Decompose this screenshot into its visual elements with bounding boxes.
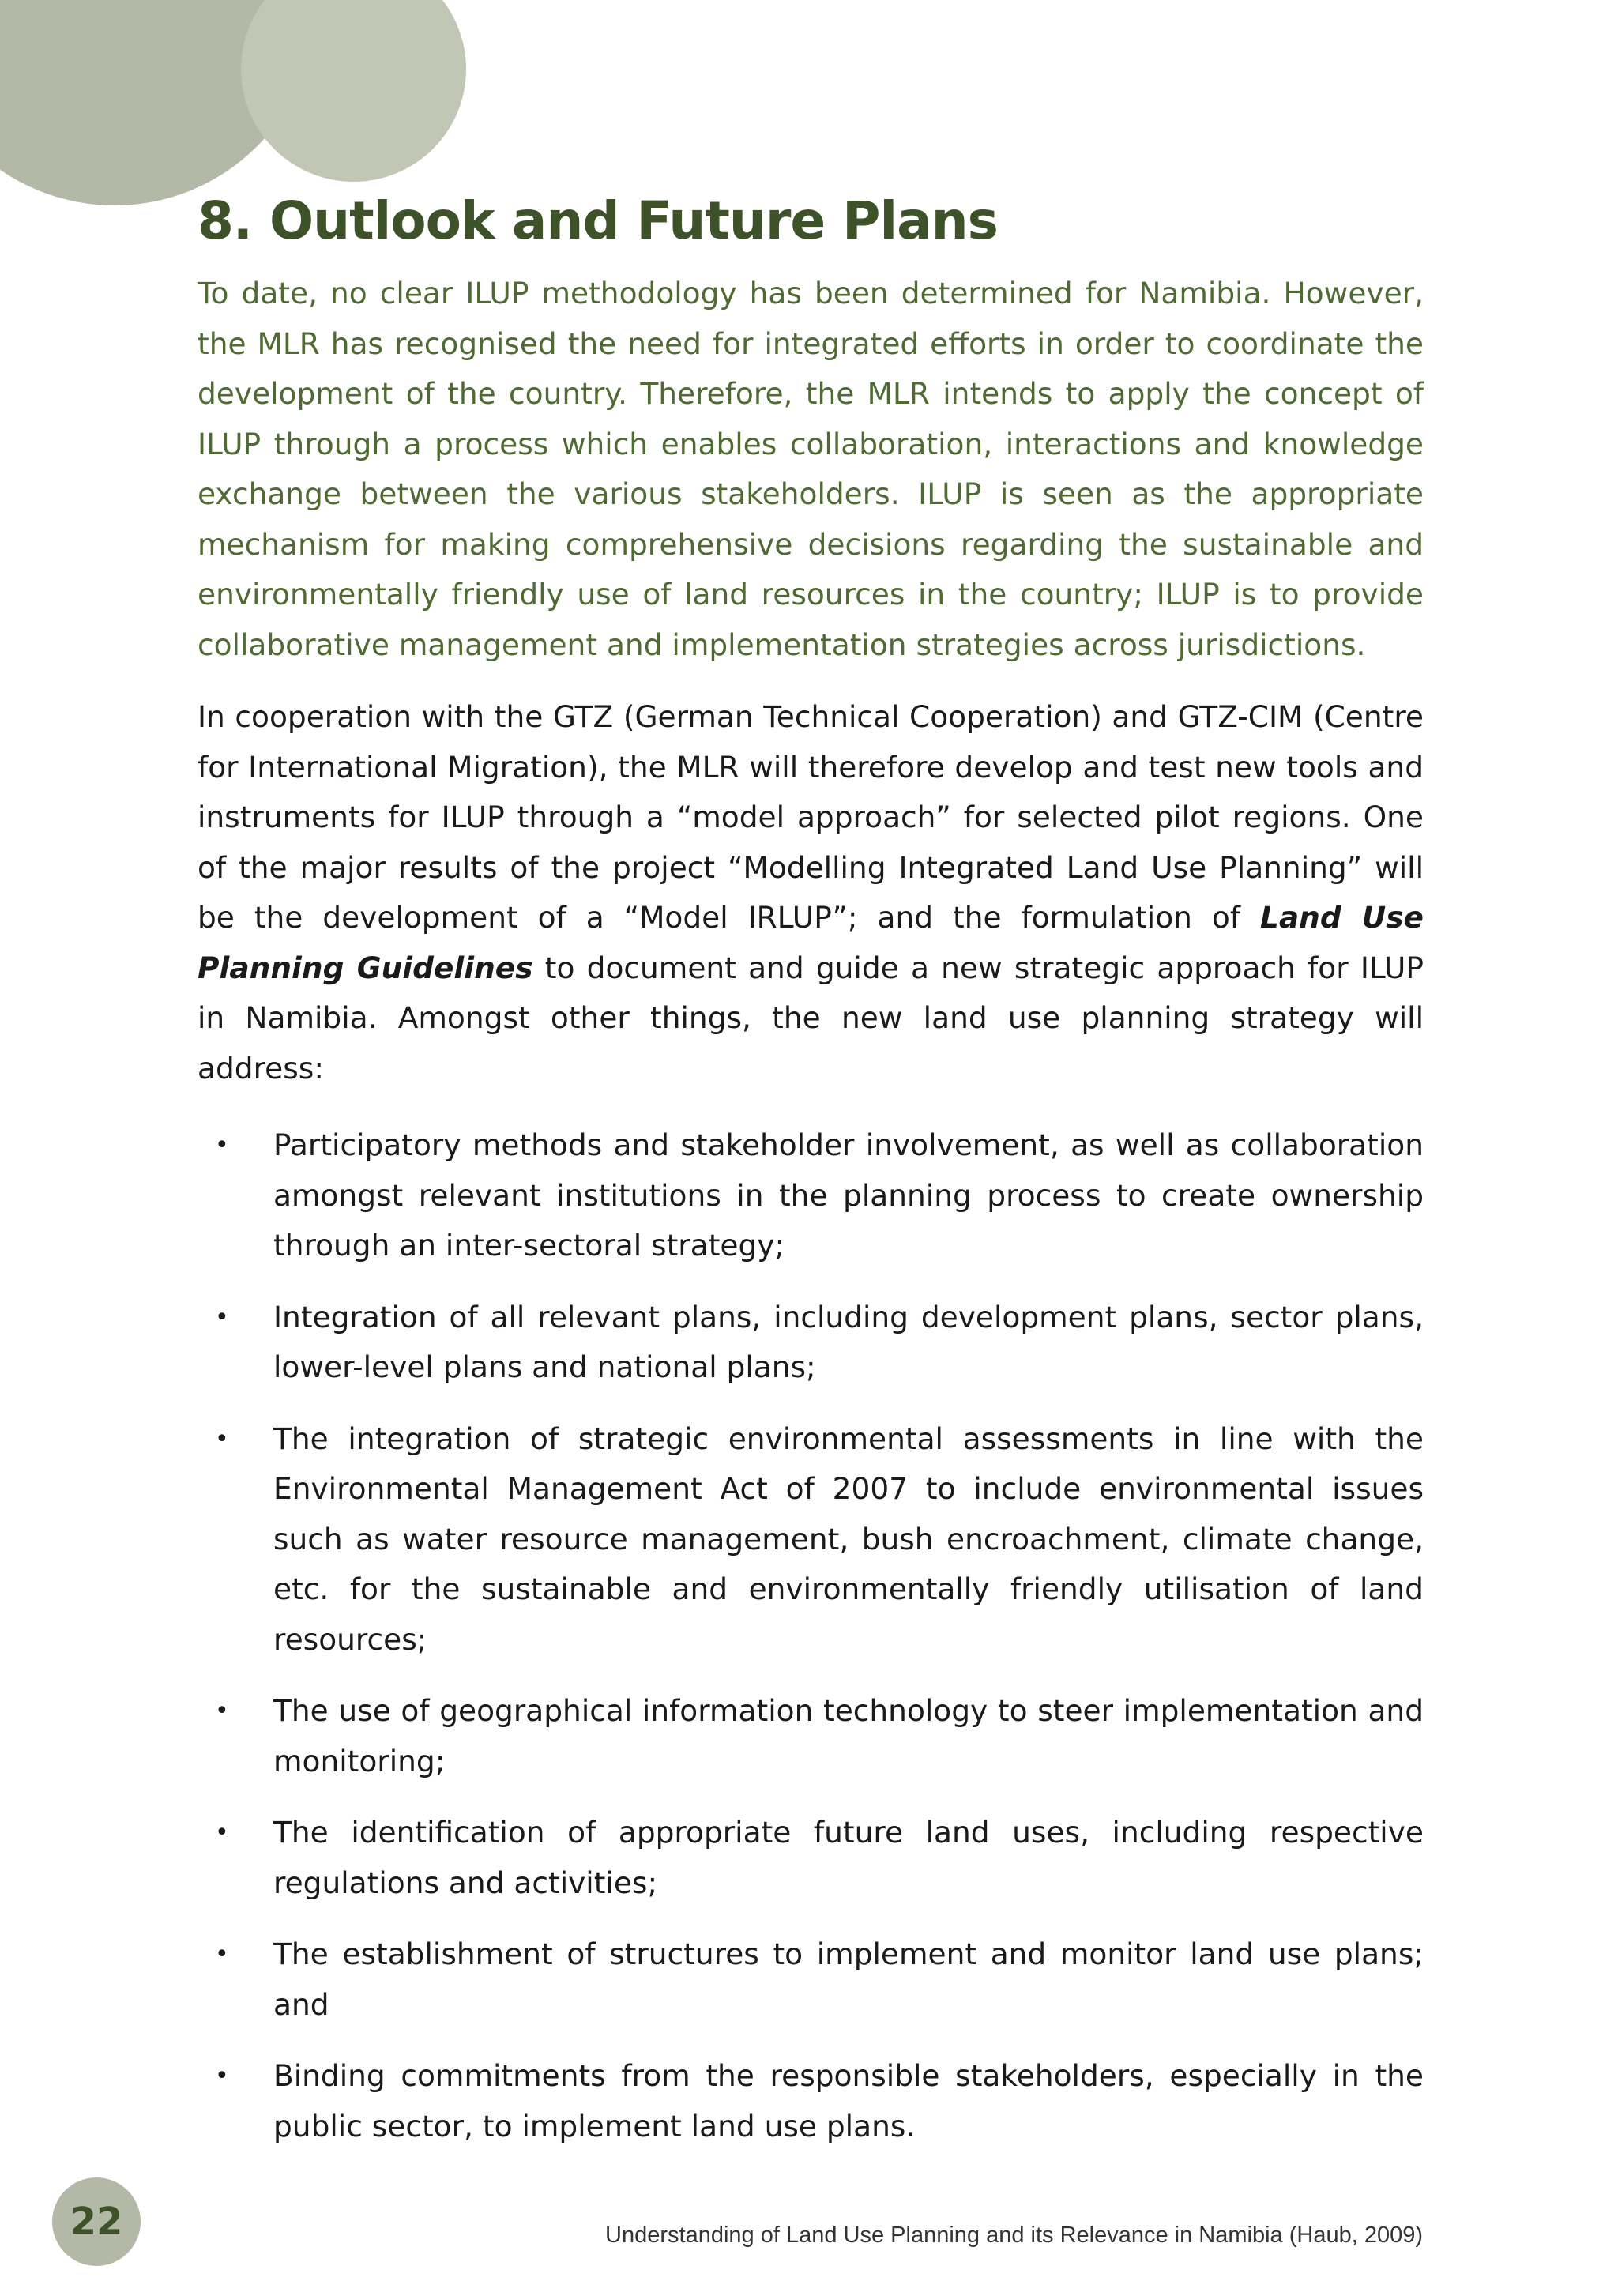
strategy-bullet-list <box>198 1120 1424 2151</box>
bullet-icon: • <box>215 1940 229 1968</box>
list-item <box>198 1293 1424 1393</box>
bullet-icon: • <box>215 1697 229 1725</box>
page-number: 22 <box>70 2200 123 2244</box>
list-item <box>198 1120 1424 1271</box>
list-item-text: The establishment of structures to implement and monitor land use plans; and <box>273 1937 1424 2022</box>
bullet-icon: • <box>215 2062 229 2090</box>
body-text-part-2: to document and guide a new strategic approach for ILUP in Namibia. Amongst other things, the new land use planning strategy will address: <box>198 950 1424 1086</box>
bullet-icon: • <box>215 1131 229 1159</box>
list-item <box>198 1414 1424 1666</box>
bullet-icon: • <box>215 1425 229 1453</box>
body-paragraph <box>198 692 1424 1093</box>
list-item-text: The identification of appropriate future land uses, including respective regulations and activities; <box>273 1815 1424 1900</box>
list-item <box>198 1929 1424 2030</box>
body-text-part-1: In cooperation with the GTZ (German Technical Cooperation) and GTZ-CIM (Centre for International Migration), the MLR will therefore develop and test new tools and instruments for ILUP through a “model approach” for selected pilot regions. One of the major results of the project “Modelling Integrated Land Use Planning” will be the development of a “Model IRLUP”; and the formulation of <box>198 699 1424 935</box>
bullet-icon: • <box>215 1303 229 1331</box>
page-content <box>198 188 1424 2173</box>
list-item-text: Binding commitments from the responsible stakeholders, especially in the public sector, to implement land use plans. <box>273 2058 1424 2144</box>
list-item <box>198 1686 1424 1786</box>
guidelines-emphasis: Land Use Planning Guidelines <box>198 900 1424 985</box>
section-heading: 8. Outlook and Future Plans <box>198 190 998 251</box>
bullet-icon: • <box>215 1819 229 1846</box>
page-footer: Understanding of Land Use Planning and its Relevance in Namibia (Haub, 2009) <box>605 2223 1423 2248</box>
list-item-text: The use of geographical information technology to steer implementation and monitoring; <box>273 1693 1424 1778</box>
list-item-text: Participatory methods and stakeholder involvement, as well as collaboration amongst relevant institutions in the planning process to create ownership through an inter-sectoral strategy; <box>273 1127 1424 1263</box>
page-number-badge <box>52 2177 141 2266</box>
decorative-circle-small <box>241 0 466 182</box>
list-item-text: The integration of strategic environmental assessments in line with the Environmental Management Act of 2007 to include environmental issues such as water resource management, bush encroachment, climate change, etc. for the sustainable and environmentally friendly utilisation of land resources; <box>273 1421 1424 1657</box>
list-item-text: Integration of all relevant plans, including development plans, sector plans, lower-level plans and national plans; <box>273 1299 1424 1384</box>
list-item <box>198 2051 1424 2151</box>
intro-paragraph: To date, no clear ILUP methodology has been determined for Namibia. However, the MLR has recognised the need for integrated efforts in order to coordinate the development of the country. Therefore, the MLR intends to apply the concept of ILUP through a process which enables collaboration, interactions and knowledge exchange between the various stakeholders. ILUP is seen as the appropriate mechanism for making comprehensive decisions regarding the sustainable and environmentally friendly use of land resources in the country; ILUP is to provide collaborative management and implementation strategies across jurisdictions. <box>198 276 1424 662</box>
list-item <box>198 1808 1424 1908</box>
